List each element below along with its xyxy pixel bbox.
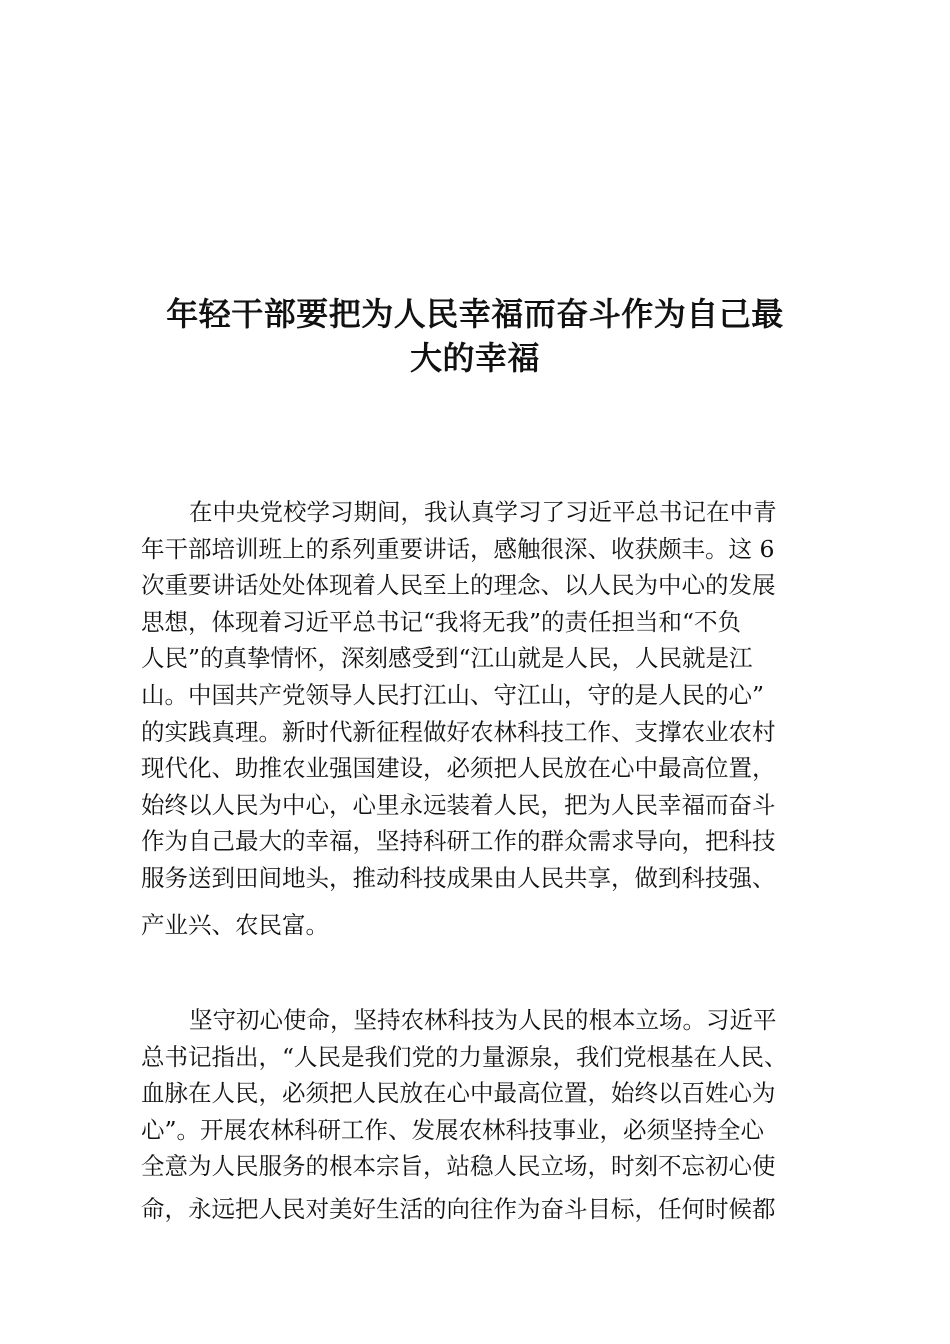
paragraph-line: 命，永远把人民对美好生活的向往作为奋斗目标，任何时候都 — [141, 1194, 776, 1223]
paragraph-line: 人民”的真挚情怀，深刻感受到“江山就是人民，人民就是江 — [141, 644, 753, 673]
paragraph-line: 产业兴、农民富。 — [141, 910, 329, 939]
paragraph-line: 在中央党校学习期间，我认真学习了习近平总书记在中青 — [189, 498, 777, 526]
paragraph-line: 次重要讲话处处体现着人民至上的理念、以人民为中心的发展 — [141, 571, 776, 600]
paragraph-line: 年干部培训班上的系列重要讲话，感触很深、收获颇丰。这 6 — [141, 534, 775, 563]
paragraph-line: 全意为人民服务的根本宗旨，站稳人民立场，时刻不忘初心使 — [141, 1152, 776, 1181]
paragraph-2 — [141, 1002, 831, 1228]
document-title — [140, 292, 810, 380]
paragraph-1 — [141, 494, 831, 943]
paragraph-line: 坚守初心使命，坚持农林科技为人民的根本立场。习近平 — [189, 1006, 777, 1034]
paragraph-line: 现代化、助推农业强国建设，必须把人民放在心中最高位置， — [141, 754, 776, 783]
paragraph-line: 思想，体现着习近平总书记“我将无我”的责任担当和“不负 — [141, 607, 742, 636]
paragraph-line: 作为自己最大的幸福，坚持科研工作的群众需求导向，把科技 — [141, 827, 776, 856]
title-line: 大的幸福 — [409, 339, 540, 377]
title-line: 年轻干部要把为人民幸福而奋斗作为自己最 — [166, 295, 784, 333]
paragraph-line: 血脉在人民，必须把人民放在心中最高位置，始终以百姓心为 — [141, 1079, 776, 1108]
paragraph-line: 始终以人民为中心，心里永远装着人民，把为人民幸福而奋斗 — [141, 790, 776, 819]
paragraph-line: 心”。开展农林科研工作、发展农林科技事业，必须坚持全心 — [141, 1115, 765, 1144]
paragraph-line: 服务送到田间地头，推动科技成果由人民共享，做到科技强、 — [141, 863, 776, 892]
paragraph-line: 山。中国共产党领导人民打江山、守江山，守的是人民的心” — [141, 680, 765, 709]
paragraph-line: 总书记指出，“人民是我们党的力量源泉，我们党根基在人民、 — [141, 1042, 788, 1071]
paragraph-line: 的实践真理。新时代新征程做好农林科技工作、支撑农业农村 — [141, 717, 776, 746]
